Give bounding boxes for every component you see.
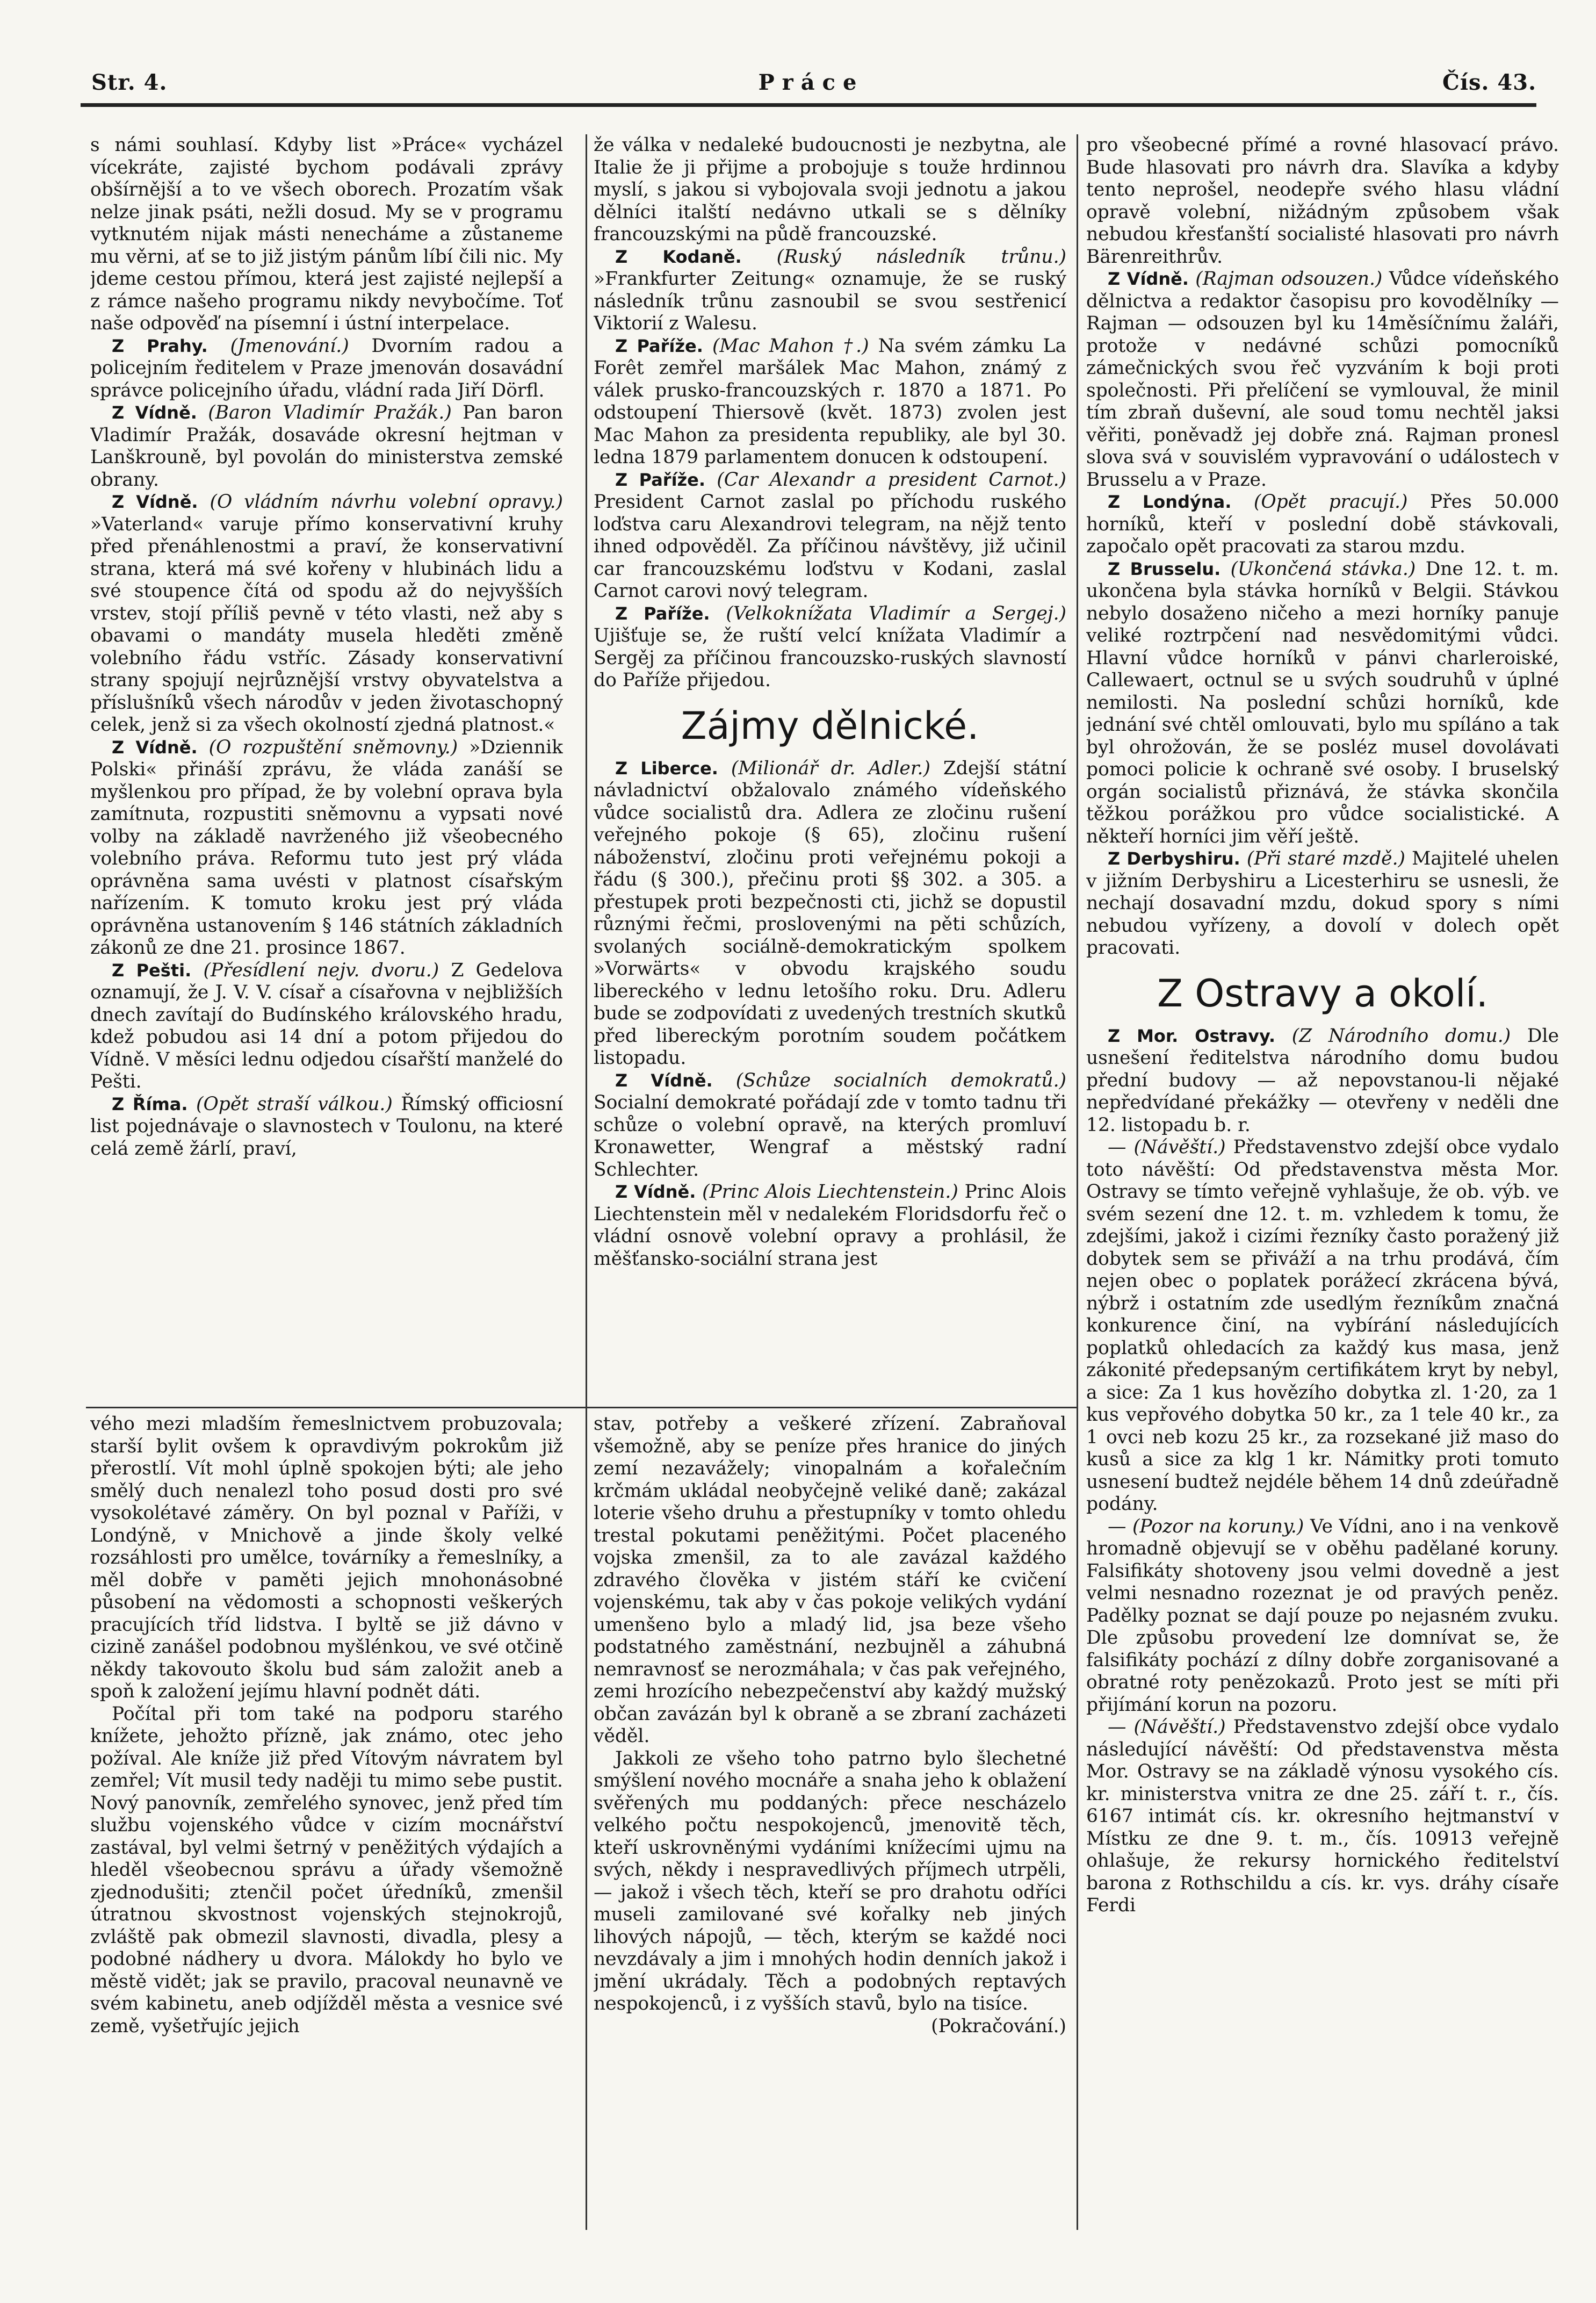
continued-note: (Pokračování.) bbox=[931, 2015, 1066, 2037]
item-text: Představenstvo zdejší obce vydalo toto návěští: Od představenstva města Mor. Ostravy se tímto veřejně vyhlašuje, že ob. výb. ve svém sezení dne 12. t. m. vzhledem k tomu, že zdejšími, jakož i cizími řezníky často poražený již dobytek sem se přiváží a na trhu prodává, čím nejen obec o poplatek porážecí zkrácena bývá, nýbrž i ostatním zde usedlým řezníkům značná konkurence činí, na vybírání následujících poplatků ohledacích za každý kus masa, jenž zákonité předepsaným certifikátem kryt by nebyl, a sice: Za 1 kus hovězího dobytka zl. 1·20, za 1 kus vepřového dobytka 50 kr., za 1 tele 40 kr., za 1 ovci neb kozu 25 kr., za rozsekané již maso do kusů a sice za klg 1 kr. Námitky proti tomuto usnesení budtež nejdéle během 14 dnů zdeúřadně podány. bbox=[1086, 1136, 1559, 1515]
news-item bbox=[1086, 1025, 1559, 1137]
news-item bbox=[1086, 1136, 1559, 1516]
item-location: Z Paříže. bbox=[615, 335, 703, 356]
news-item bbox=[90, 491, 563, 737]
item-heading: (Opět pracují.) bbox=[1253, 491, 1408, 513]
item-heading: (Jmenování.) bbox=[230, 335, 349, 357]
feuilleton-paragraph: Jakkoli ze všeho toho patrno bylo šlechetné smýšlení nového mocnáře a snaha jeho k oblažení svěřených mu poddaných: přece nescházelo velkého počtu nespokojenců, jmenovitě těch, kteří uskrovněnými vydáními knížecími ujmu na svých, někdy i nespravedlivých příjmech utrpěli, — jakož i všech těch, kteří se pro drahotu odříci museli zamilované své kořalky neb jiných lihových nápojů, — těch, kterým se každé noci nevzdávaly a jim i mnohých hodin denních jakož i jmění ukrádaly. Těch a podobných reptavých nespokojenců, i z vyšších stavů, bylo na tisíce. bbox=[594, 1747, 1066, 2014]
item-text: Přes 50.000 horníků, kteří v poslední době stávkovali, započalo opět pracovati za starou mzdu. bbox=[1086, 491, 1559, 557]
item-text: Majitelé uhelen v jižním Derbyshiru a Licesterhiru se usnesli, že nechají dosavadní mzdu, dokud spory s ními nebudou vyřízeny, a dovolí v dolech opět pracovati. bbox=[1086, 848, 1559, 959]
column-divider bbox=[586, 134, 587, 2230]
item-text: s námi souhlasí. Kdyby list »Práce« vycházel vícekráte, zajisté bychom podávali zprávy obšírnější a to ve všech oborech. Prozatím však nelze jinak psáti, nežli dosud. My se v programu vytknutém nijak másti nenecháme a zůstaneme mu věrni, ať se to již jistým pánům líbí čili nic. My jdeme cestou přímou, která jest zajisté nejlepší a z rámce našeho programu nikdy nevybočíme. Toť naše odpověď na písemní i ústní interpelace. bbox=[90, 134, 563, 334]
item-heading: — (Návěští.) bbox=[1108, 1716, 1226, 1738]
item-text: Zdejší státní návladnictví obžalovalo známého vídeňského vůdce socialistů dra. Adlera ze zločinu rušení veřejného pokoje (§ 65), zločinu rušení náboženství, zločinu proti veřejnému pokoji a řádu (§ 300.), přečinu proti §§ 302. a 305. a přestupek proti bezpečnosti cti, jichž se dopustil různými řečmi, proslovenými na pěti schůzích, svolaných sociálně-demokratickým spolkem »Vorwärts« v obvodu krajského soudu libereckého v lednu letošího roku. Dru. Adleru bude se zodpovídati z uvedených trestních skutků před libereckým porotním soudem počátkem listopadu. bbox=[594, 757, 1066, 1069]
section-heading: Z Ostravy a okolí. bbox=[1157, 971, 1488, 1016]
news-item bbox=[1086, 134, 1559, 268]
item-text: Socialní demokraté pořádají zde v tomto tadnu tři schůze o volební opravě, na kterých promluví Kronawetter, Wengraf a městský radní Schlechter. bbox=[594, 1092, 1066, 1181]
item-location: Z Mor. Ostravy. bbox=[1108, 1025, 1276, 1046]
news-item bbox=[594, 335, 1066, 469]
item-location: Z Vídně. bbox=[112, 492, 198, 512]
item-heading: (Car Alexandr a president Carnot.) bbox=[717, 469, 1066, 491]
news-item bbox=[594, 1181, 1066, 1270]
item-location: Z Paříže. bbox=[615, 603, 710, 624]
item-location: Z Paříže. bbox=[615, 469, 706, 490]
item-text: Dne 12. t. m. ukončena byla stávka horníků v Belgii. Stávkou nebylo dosaženo ničeho a mezi horníky panuje veliké roztrpčení nad nesvědomitými vůdci. Hlavní vůdce horníků v pánvi charleroiské, Callewaert, octnul se u svých soudruhů v úplné nemilosti. Na poslední schůzi horníků, kde jednání své chtěl omlouvati, bylo mu spíláno a tak byl ohrožován, že se posléz musel dovolávati pomoci policie k ochraně své osoby. I bruselský orgán socialistů přiznává, že stávka skončila těžkou porážkou pro vůdce socialistické. A někteří horníci jim věří ještě. bbox=[1086, 558, 1559, 847]
item-location: Z Vídně. bbox=[615, 1182, 696, 1202]
feuilleton-paragraph: Počítal při tom také na podporu starého knížete, jehožto přízně, jak známo, otec jeho požíval. Ale kníže již před Vítovým návratem byl zemřel; Vít musil tedy naději tu mimo sebe pustit. Nový panovník, zemřelého synovec, jenž před tím službu vojenského vůdce v cizím mocnářství zastával, byl velmi šetrný v peněžitých výdajích a hleděl všeobecnou správu a úřady všemožně zjednodušiti; ztenčil počet úředníků, zmenšil útratnou skvostnost vojenských stejnokrojů, zvláště pak obmezil slavnosti, divadla, plesy a podobné nádhery u dvora. Málokdy ho bylo ve městě vidět; jak se pravilo, pracoval neunavně ve svém kabinetu, aneb odjížděl města a vesnice své země, vyšetřujíc jejich bbox=[90, 1703, 563, 2037]
item-location: Z Vídně. bbox=[112, 737, 198, 758]
news-item bbox=[1086, 558, 1559, 848]
news-item bbox=[1086, 491, 1559, 558]
news-item bbox=[1086, 1716, 1559, 1917]
item-heading: (Při staré mzdě.) bbox=[1246, 848, 1406, 869]
news-item bbox=[90, 960, 563, 1093]
item-text: President Carnot zaslal po příchodu ruského loďstva caru Alexandrovi telegram, na nějž tento ihned odpověděl. Za příčinou návštěvy, již učinil car francouzskému loďstvu v Kodani, zaslal Carnot carovi nový telegram. bbox=[594, 491, 1066, 602]
item-heading: (O vládním návrhu volební opravy.) bbox=[210, 491, 563, 513]
news-item bbox=[90, 335, 563, 402]
item-text: Ve Vídni, ano i na venkově hromadně objevují se v oběhu padělané koruny. Falsifikáty shotoveny jsou velmi dovedně a jest velmi nesnadno rozeznat je od pravých peněz. Padělky poznat se dají pouze po nejasném zvuku. Dle způsobu provedení lze domnívat se, že falsifikáty pochází z dílny dobře zorganisované a obratné roty penězokazů. Proto jest se míti při přijímání korun na pozoru. bbox=[1086, 1515, 1559, 1716]
item-text: Pan baron Vladimír Pražák, dosaváde okresní hejtman v Lanškrouně, byl povolán do ministerstva zemské obrany. bbox=[90, 402, 563, 491]
item-location: Z Liberce. bbox=[615, 758, 718, 779]
item-text: pro všeobecné přímé a rovné hlasovací právo. Bude hlasovati pro návrh dra. Slavíka a kdyby tento neprošel, neodepře svého hlasu vládní opravě volební, nižádným způsobem však nebudou křesťanští socialisté hlasovati pro návrh Bärenreithrův. bbox=[1086, 134, 1559, 268]
item-location: Z Londýna. bbox=[1108, 492, 1232, 512]
item-text: Princ Alois Liechtenstein měl v nedalekém Floridsdorfu řeč o vládní osnově volební opravy a prohlásil, že měšťansko-sociální strana jest bbox=[594, 1181, 1066, 1270]
item-location: Z Vídně. bbox=[112, 402, 197, 423]
item-text: »Vaterland« varuje přímo konservativní kruhy před přenáhlenostmi a praví, že konservativní strana, která má své kořeny v hlubinách lidu a své stoupence čítá od spodu až do nejvyšších vrstev, stojí příliš pevně v této vlasti, než aby s obavami o mandáty musela hleděti změně volebního řádu vstříc. Zásady konservativní strany spojují nejrůznější vrstvy obyvatelstva a příslušníků všech národův v jeden životaschopný celek, jenž si za všech okolností zjedná platnost.« bbox=[90, 513, 563, 736]
item-text: Dvorním radou a policejním ředitelem v Praze jmenován dosavádní správce policejního úřadu, vládní rada Jiří Dörfl. bbox=[90, 335, 563, 401]
item-heading: (Mac Mahon †.) bbox=[712, 335, 869, 357]
feuilleton-left bbox=[90, 1413, 563, 2241]
news-item bbox=[1086, 268, 1559, 491]
news-item bbox=[594, 246, 1066, 335]
item-text: »Frankfurter Zeitung« oznamuje, že se ruský následník trůnu zasnoubil se svou sestřenicí Viktorií z Walesu. bbox=[594, 268, 1066, 334]
item-text: Ujišťuje se, že ruští velcí knížata Vladimír a Sergěj za příčinou francouzsko-ruských slavností do Paříže přijedou. bbox=[594, 625, 1066, 691]
item-heading: (Schůze socialních demokratů.) bbox=[735, 1069, 1066, 1091]
item-heading: (Přesídlení nejv. dvoru.) bbox=[203, 959, 439, 981]
news-item bbox=[1086, 848, 1559, 960]
item-heading: (Ukončená stávka.) bbox=[1230, 558, 1416, 580]
item-heading: (Princ Alois Liechtenstein.) bbox=[702, 1181, 958, 1203]
item-text: Dle usnešení ředitelstva národního domu budou přední budovy — až nepovstanou-li nějaké nepředvídané překážky — otevřeny v neděli dne 12. listopadu b. r. bbox=[1086, 1025, 1559, 1136]
item-location: Z Kodaně. bbox=[615, 246, 742, 267]
item-heading: (Rajman odsouzen.) bbox=[1195, 268, 1383, 290]
news-item bbox=[90, 134, 563, 335]
item-text: Na svém zámku La Forêt zemřel maršálek Mac Mahon, známý z válek prusko-francouzských r. 1870 a 1871. Po odstoupení Thiersově (květ. 1873) zvolen jest Mac Mahon za presidenta republiky, ale byl 30. ledna 1879 parlamentem donucen k odstoupení. bbox=[594, 335, 1066, 468]
item-text: Vůdce vídeňského dělnictva a redaktor časopisu pro kovodělníky — Rajman — odsouzen byl ku 14měsíčnímu žaláři, protože v nedávné schůzi pomocníků zámečnických svou řeč vyzváním k boji proti společnosti. Při přelíčení se vymlouval, že minil tím zbraň duševní, ale soud tomu nechtěl jaksi věřiti, poněvadž jej dobře zná. Rajman pronesl slova svá v souvislém vypravování o událostech v Brusselu a v Praze. bbox=[1086, 268, 1559, 491]
page-number: Str. 4. bbox=[91, 70, 168, 95]
item-location: Z Pešti. bbox=[112, 960, 192, 981]
issue-number: Čís. 43. bbox=[1442, 70, 1536, 95]
item-location: Z Říma. bbox=[112, 1093, 188, 1114]
item-text: Z Gedelova oznamují, že J. V. V. císař a císařovna v nejbližších dnech zavítají do Budínského královského hradu, kdež pobudou asi 14 dní a potom přijedou do Vídně. V měsíci lednu odjedou císařští manželé do Pešti. bbox=[90, 959, 563, 1092]
item-text: »Dziennik Polski« přináší zprávu, že vláda zanáší se myšlenkou pro případ, že by volební oprava byla zamítnuta, rozpustiti sněmovnu a vypsati nové volby na základě navrženého již všeobecného volebního práva. Reformu tuto jest prý vláda oprávněna sama uvésti v platnost císařským nařízením. K tomuto kroku jest prý vláda oprávněna ustanovením § 146 státních základních zákonů ze dne 21. prosince 1867. bbox=[90, 736, 563, 959]
column-1 bbox=[90, 134, 563, 1384]
item-heading: (Velkoknížata Vladimír a Sergej.) bbox=[726, 602, 1066, 624]
news-item bbox=[90, 402, 563, 491]
item-text: že válka v nedaleké budoucnosti je nezbytna, ale Italie že ji přijme a probojuje s touže hrdinnou myslí, s jakou si vybojovala svoji jednotu a jakou dělníci italští nedávno utkali se s dělníky francouzskými na půdě francouzské. bbox=[594, 134, 1066, 245]
news-item bbox=[594, 603, 1066, 692]
newspaper-title: Práce bbox=[758, 70, 864, 95]
news-item bbox=[1086, 1516, 1559, 1717]
news-item bbox=[90, 1093, 563, 1161]
item-location: Z Prahy. bbox=[112, 335, 208, 356]
item-heading: (Baron Vladimír Pražák.) bbox=[208, 402, 452, 423]
item-heading: (Ruský následník trůnu.) bbox=[776, 246, 1066, 268]
item-location: Z Vídně. bbox=[615, 1070, 713, 1091]
feuilleton-middle bbox=[594, 1413, 1066, 2241]
feuilleton-paragraph: vého mezi mladším řemeslnictvem probuzovala; starší bylit ovšem k opravdivým pokrokům již přerostlí. Vít mohl úplně spokojen býti; ale jeho smělý duch nenalezl toho posud dosti pro své vysokolétavé záměry. On byl poznal v Paříži, v Londýně, v Mnichově a jinde školy velké rozsáhlosti pro umělce, továrníky a řemeslníky, a měl dobře v paměti jejich mnohonásobné působení na vědomosti a schopnosti veškerých pracujících tříd lidstva. I byltě se již dávno v cizině zanášel podobnou myšlénkou, ve své otčině někdy takovouto školu bud sám založit aneb a spoň k založení jejímu hlavní podnět dáti. bbox=[90, 1413, 563, 1702]
item-location: Z Derbyshiru. bbox=[1108, 848, 1240, 869]
item-text: Římský officiosní list pojednávaje o slavnostech v Toulonu, na které celá země žárlí, praví, bbox=[90, 1093, 563, 1160]
item-heading: (Opět straší válkou.) bbox=[196, 1093, 393, 1115]
section-heading: Zájmy dělnické. bbox=[681, 703, 979, 748]
column-2 bbox=[594, 134, 1066, 1397]
item-location: Z Vídně. bbox=[1108, 269, 1189, 289]
header-rule bbox=[81, 103, 1536, 107]
item-heading: — (Pozor na koruny.) bbox=[1108, 1515, 1304, 1537]
column-divider bbox=[1077, 134, 1078, 2230]
column-3 bbox=[1086, 134, 1559, 2238]
feuilleton-paragraph: stav, potřeby a veškeré zřízení. Zabraňoval všemožně, aby se peníze přes hranice do jiných zemí nezavážely; vinopalnám a kořalečním krčmám ukládal neobyčejně veliké daně; zakázal loterie všeho druhu a přestupníky v tomto ohledu trestal pokutami peněžitými. Počet placeného vojska zmenšil, za to ale zavázal každého zdravého člověka v jistém stáří ke cvičení vojenskému, tak aby v čas pokoje velikých vydání umenšeno bylo a mladý lid, jsa beze všeho podstatného zaměstnání, nezbujněl a záhubná nemravnosť se nerozmáhala; v čas pak veřejného, zemi hrozícího nebezpečenství aby každý mužský občan zavázán byl k obraně a se zbraní zacházeti věděl. bbox=[594, 1413, 1066, 1747]
item-heading: (Milionář dr. Adler.) bbox=[731, 757, 930, 779]
item-heading: (O rozpuštění sněmovny.) bbox=[208, 736, 458, 758]
item-text: Představenstvo zdejší obce vydalo následující návěští: Od představenstva města Mor. Ostravy se na základě výnosu vysokého cís. kr. ministerstva vnitra ze dne 25. září t. r., čís. 6167 intimát cís. kr. okresního hejtmanství v Místku ze dne 9. t. m., čís. 10913 veřejně ohlašuje, že rekursy hornického ředitelství barona z Rothschildu a cís. kr. vys. dráhy císaře Ferdi bbox=[1086, 1716, 1559, 1916]
news-item bbox=[594, 469, 1066, 603]
item-heading: — (Návěští.) bbox=[1108, 1136, 1226, 1158]
news-item bbox=[594, 1070, 1066, 1182]
news-item bbox=[594, 758, 1066, 1070]
item-heading: (Z Národního domu.) bbox=[1291, 1025, 1511, 1047]
news-item bbox=[90, 737, 563, 960]
news-item bbox=[594, 134, 1066, 246]
feuilleton-rule bbox=[86, 1407, 1077, 1408]
item-location: Z Brusselu. bbox=[1108, 558, 1221, 579]
